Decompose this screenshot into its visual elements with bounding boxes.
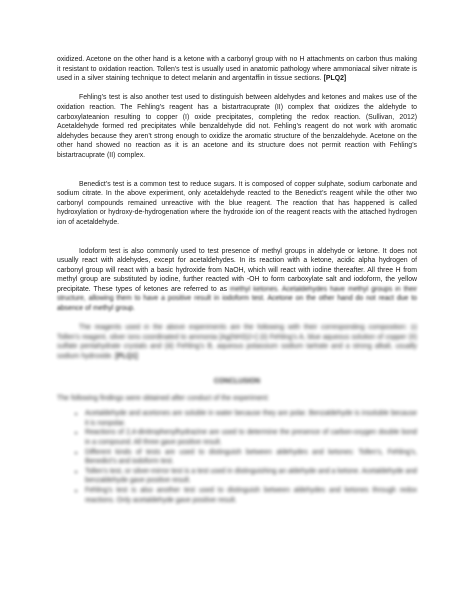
list-item: • Acetaldehyde and acetones are soluble in water because they are polar. Benzaldehyde is insoluble because it is nonpolar. bbox=[85, 409, 417, 428]
paragraph-benedicts: Benedict’s test is a common test to reduce sugars. It is composed of copper sulphate, sodium carbonate and sodium citrate. In the above experiment, only acetaldehyde reacted to the Benedict’s reagent while the other two carbonyl compounds remained unreactive with the blue reagent. The reaction that has happened is called hydroxylation or hydroxy-de-hydrogenation where the hydroxide ion of the reagent reacts with the attached hydrogen ion of acetaldehyde. bbox=[57, 180, 417, 226]
paragraph-tollens-continued bbox=[57, 55, 417, 84]
list-item: • Fehling’s test is also another test used to distinguish between aldehydes and ketones through redox reactions. Only acetaldehyde gave positive result. bbox=[85, 486, 417, 505]
conclusion-intro: The following findings were obtained after conduct of the experiment: bbox=[57, 394, 270, 402]
list-item: • Reactions of 2,4-dinitrophenylhydrazine are used to determine the presence of carbon-oxygen double bond in a compound. All three gave positive result. bbox=[85, 428, 417, 447]
paragraph-reagents bbox=[57, 323, 417, 361]
paragraph-text: oxidized. Acetone on the other hand is a ketone with a carbonyl group with no H attachments on carbon thus making it resistant to oxidation reaction. Tollen’s test is usually used in anatomic pathology where ammoniacal silver nitrate is used in a silver staining technique to detect melanin and argentaffin in tissue sections. bbox=[57, 56, 417, 83]
paragraph-fehlings: Fehling’s test is also another test used to distinguish between aldehydes and ketones and makes use of the oxidation reaction. The Fehling’s reagent has a bistartracuprate (II) complex that oxidizes the aldehyde to carboxylateanion resulting to copper (I) oxide precipitates, completing the redox reaction. (Sullivan, 2012) Acetaldehyde formed red precipitates while benzaldehyde did not. Fehling’s reagent do not work with aromatic aldehydes because they aren’t strong enough to oxidize the aromatic structure of the benzaldehyde. Acetone on the other hand showed no reaction as it is an acetone and its structure does not permit reaction with Fehling’s bistartracuprate (II) complex. bbox=[57, 94, 417, 159]
citation-tag: [PLQ1] bbox=[115, 353, 138, 361]
conclusion-list bbox=[57, 409, 417, 505]
list-item: • Tollen’s test, or silver-mirror test is a test used in distinguishing an aldehyde and a ketone. Acetaldehyde and benzaldehyde gave positive result. bbox=[85, 467, 417, 486]
paragraph-text-blurred: methyl ketones. Acetaldehydes have methyl groups in their structure, allowing them to have a positive result in iodoform test. Acetone on the other hand do not react due to absence of methyl group. bbox=[57, 285, 417, 313]
paragraph-text: The reagents used in the above experiments are the following with their corresponding composition: (i) Tollen’s reagent, silver ions coordinated to ammonia [Ag(NH3)2+] (ii) Fehling’s A, blue aqueous solution of copper (II) sulfate pentahydrate crystals and (iii) Fehling’s B, aqueous potassium sodium tartrate and a strong alkali, usually sodium hydroxide. bbox=[57, 324, 417, 361]
list-item: • Different kinds of tests are used to distinguish between aldehydes and ketones: Tollen’s, Fehling’s, Benedict’s and iodoform test. bbox=[85, 448, 417, 467]
paragraph-iodoform bbox=[57, 247, 417, 314]
citation-tag: [PLQ2] bbox=[323, 75, 347, 83]
paragraph-text: Iodoform test is also commonly used to test presence of methyl groups in aldehyde or ketone. It does not usually react with aldehydes, except for acetaldehydes. In its reaction with a ketone, acidic alpha hydrogen of carbonyl group will react with a basic hydroxide from NaOH, which will react with iodine thereafter. All three H from methyl group are substituted by iodine, further reacted with -OH to form carboxylate salt and iodoform, the yellow precipitate. These types of ketones are referred to as bbox=[57, 247, 417, 293]
blurred-preview-region bbox=[57, 323, 417, 505]
conclusion-heading: CONCLUSION bbox=[213, 377, 261, 385]
